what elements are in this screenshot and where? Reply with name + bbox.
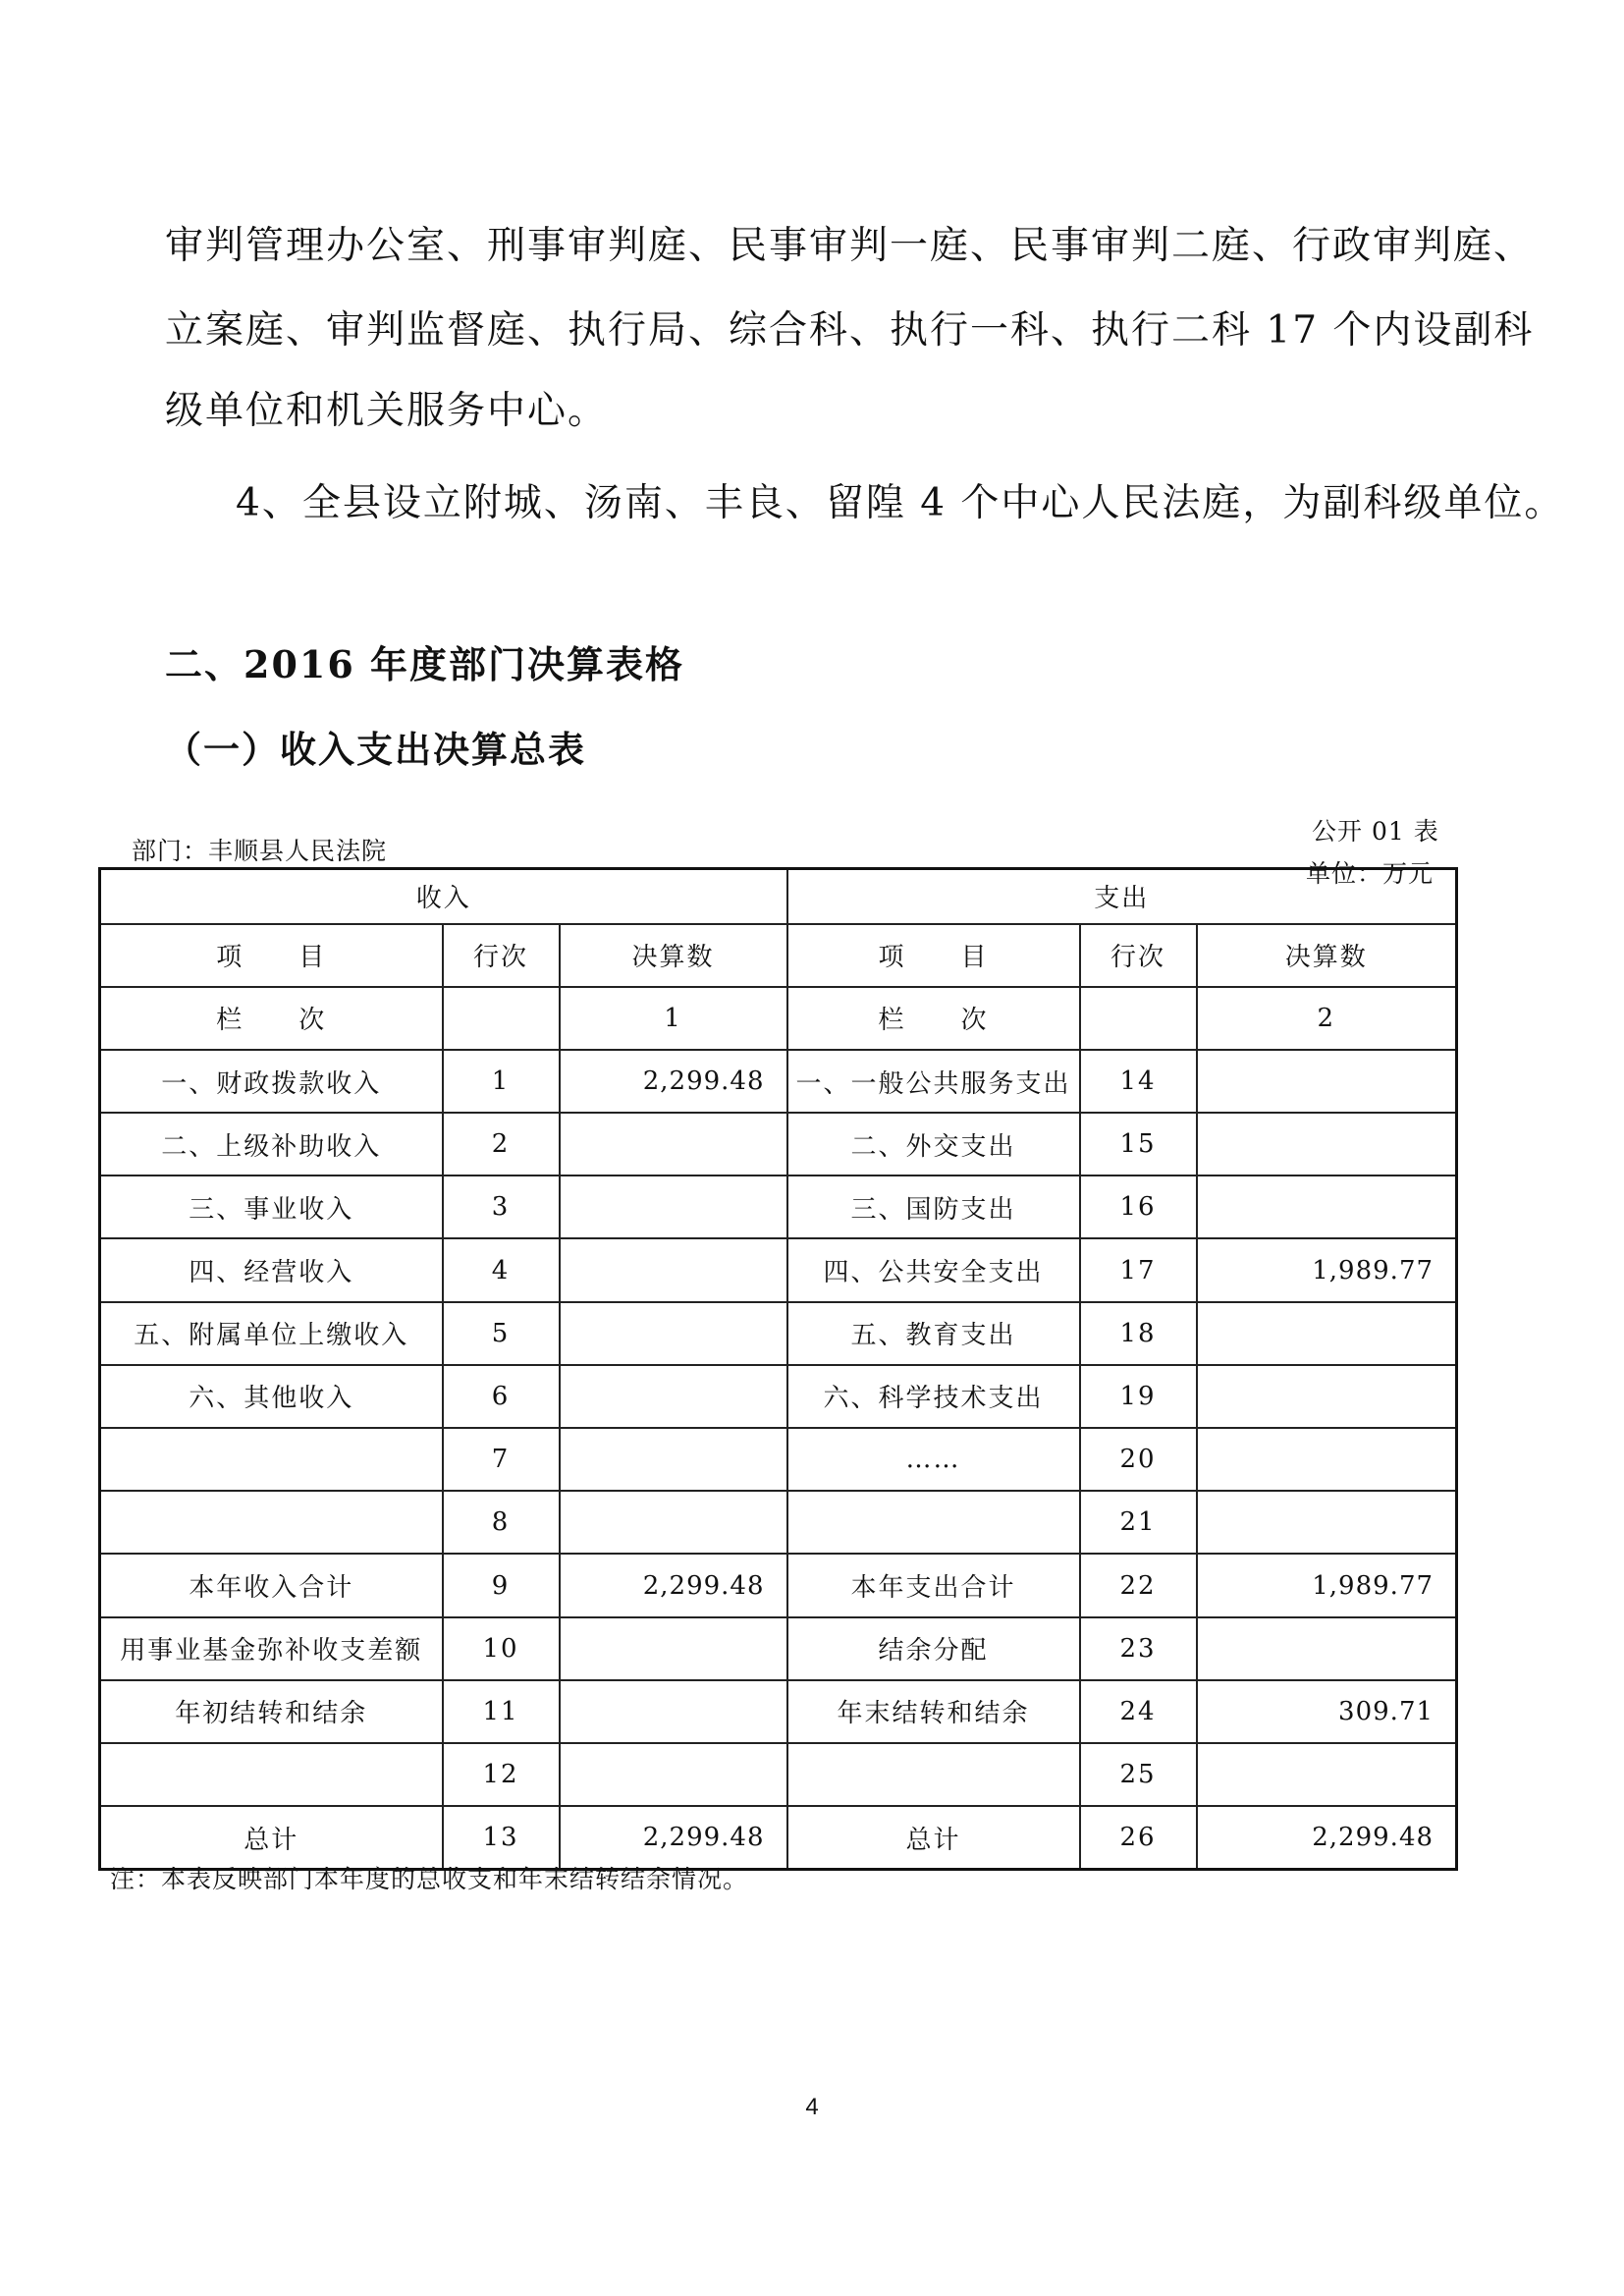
income-header: 收入 (100, 869, 787, 924)
expense-item-cell: 三、国防支出 (787, 1175, 1080, 1238)
expense-row-number-cell: 16 (1080, 1175, 1197, 1238)
income-amount-cell (560, 1491, 787, 1554)
income-row-number-cell: 8 (443, 1491, 560, 1554)
income-amount-cell: 2,299.48 (560, 1050, 787, 1113)
page-number: 4 (805, 2094, 819, 2120)
table-column-header-row (100, 924, 1457, 987)
expense-amount-cell: 1,989.77 (1197, 1238, 1457, 1301)
income-row-number-cell: 2 (443, 1113, 560, 1175)
expense-item-cell: 六、科学技术支出 (787, 1365, 1080, 1428)
expense-amount-cell (1197, 1491, 1457, 1554)
income-item-cell: 一、财政拨款收入 (100, 1050, 443, 1113)
income-item-cell: 本年收入合计 (100, 1554, 443, 1616)
table-row (100, 1617, 1457, 1680)
expense-row-number-cell: 24 (1080, 1680, 1197, 1743)
income-lanci-empty (443, 987, 560, 1050)
paragraph-line-4: 4、全县设立附城、汤南、丰良、留隍 4 个中心人民法庭，为副科级单位。 (236, 481, 1565, 525)
income-amount-cell (560, 1617, 787, 1680)
income-item-cell: 六、其他收入 (100, 1365, 443, 1428)
expense-row-number-cell: 22 (1080, 1554, 1197, 1616)
income-amount-cell (560, 1743, 787, 1806)
expense-amount-cell (1197, 1302, 1457, 1365)
expense-item-cell: …… (787, 1428, 1080, 1491)
income-row-number-cell: 9 (443, 1554, 560, 1616)
paragraph-line-3: 级单位和机关服务中心。 (165, 389, 609, 433)
table-row (100, 1238, 1457, 1301)
income-amount-cell (560, 1113, 787, 1175)
income-amount-cell (560, 1302, 787, 1365)
income-item-cell: 年初结转和结余 (100, 1680, 443, 1743)
expense-item-cell: 四、公共安全支出 (787, 1238, 1080, 1301)
expense-amount-header: 决算数 (1197, 924, 1457, 987)
income-item-cell (100, 1743, 443, 1806)
income-item-cell: 二、上级补助收入 (100, 1113, 443, 1175)
expense-row-number-cell: 19 (1080, 1365, 1197, 1428)
expense-amount-cell (1197, 1428, 1457, 1491)
income-amount-cell (560, 1175, 787, 1238)
expense-row-number-cell: 20 (1080, 1428, 1197, 1491)
income-row-number-cell: 4 (443, 1238, 560, 1301)
income-amount-cell: 2,299.48 (560, 1806, 787, 1869)
expense-amount-cell: 309.71 (1197, 1680, 1457, 1743)
table-row (100, 1175, 1457, 1238)
expense-item-cell (787, 1491, 1080, 1554)
table-group-header-row (100, 869, 1457, 924)
expense-item-cell: 年末结转和结余 (787, 1680, 1080, 1743)
table-row (100, 1491, 1457, 1554)
expense-lanci-empty (1080, 987, 1197, 1050)
subsection-title: （一）收入支出决算总表 (165, 728, 586, 771)
income-amount-cell (560, 1238, 787, 1301)
expense-amount-cell (1197, 1113, 1457, 1175)
unit-label: 单位：万元 (1306, 859, 1435, 888)
expense-item-header: 项 目 (787, 924, 1080, 987)
income-row-number-cell: 5 (443, 1302, 560, 1365)
expense-amount-cell (1197, 1365, 1457, 1428)
income-row-number-cell: 7 (443, 1428, 560, 1491)
income-amount-header: 决算数 (560, 924, 787, 987)
expense-item-cell: 本年支出合计 (787, 1554, 1080, 1616)
income-row-number-cell: 3 (443, 1175, 560, 1238)
expense-amount-cell (1197, 1617, 1457, 1680)
income-item-cell: 总计 (100, 1806, 443, 1869)
income-amount-cell (560, 1365, 787, 1428)
expense-row-number-cell: 15 (1080, 1113, 1197, 1175)
table-row (100, 1428, 1457, 1491)
expense-lanci-label: 栏 次 (787, 987, 1080, 1050)
paragraph-line-1: 审判管理办公室、刑事审判庭、民事审判一庭、民事审判二庭、行政审判庭、 (165, 224, 1535, 268)
expense-row-header: 行次 (1080, 924, 1197, 987)
income-row-number-cell: 10 (443, 1617, 560, 1680)
table-lanci-row (100, 987, 1457, 1050)
income-lanci-label: 栏 次 (100, 987, 443, 1050)
expense-amount-cell (1197, 1175, 1457, 1238)
expense-row-number-cell: 23 (1080, 1617, 1197, 1680)
income-item-cell (100, 1428, 443, 1491)
form-number: 公开 01 表 (1312, 817, 1439, 846)
income-amount-cell (560, 1428, 787, 1491)
income-row-number-cell: 6 (443, 1365, 560, 1428)
table-row (100, 1365, 1457, 1428)
income-amount-cell (560, 1680, 787, 1743)
department-label: 部门：丰顺县人民法院 (132, 837, 388, 865)
table-row (100, 1554, 1457, 1616)
expense-row-number-cell: 14 (1080, 1050, 1197, 1113)
expense-amount-cell (1197, 1743, 1457, 1806)
expense-item-cell: 五、教育支出 (787, 1302, 1080, 1365)
table-row (100, 1680, 1457, 1743)
income-item-cell: 五、附属单位上缴收入 (100, 1302, 443, 1365)
paragraph-line-2: 立案庭、审判监督庭、执行局、综合科、执行一科、执行二科 17 个内设副科 (165, 308, 1535, 353)
income-row-header: 行次 (443, 924, 560, 987)
expense-item-cell: 总计 (787, 1806, 1080, 1869)
income-amount-cell: 2,299.48 (560, 1554, 787, 1616)
expense-row-number-cell: 21 (1080, 1491, 1197, 1554)
expense-amount-cell: 2,299.48 (1197, 1806, 1457, 1869)
income-row-number-cell: 13 (443, 1806, 560, 1869)
expense-amount-cell (1197, 1050, 1457, 1113)
table-row (100, 1050, 1457, 1113)
section-title: 二、2016 年度部门决算表格 (165, 642, 684, 686)
expense-row-number-cell: 25 (1080, 1743, 1197, 1806)
table-row (100, 1113, 1457, 1175)
expense-item-cell: 一、一般公共服务支出 (787, 1050, 1080, 1113)
income-item-cell: 三、事业收入 (100, 1175, 443, 1238)
table-row (100, 1743, 1457, 1806)
income-row-number-cell: 1 (443, 1050, 560, 1113)
income-column-number: 1 (560, 987, 787, 1050)
income-row-number-cell: 12 (443, 1743, 560, 1806)
expense-item-cell: 二、外交支出 (787, 1113, 1080, 1175)
expense-row-number-cell: 18 (1080, 1302, 1197, 1365)
expense-row-number-cell: 17 (1080, 1238, 1197, 1301)
income-item-cell: 四、经营收入 (100, 1238, 443, 1301)
expense-column-number: 2 (1197, 987, 1457, 1050)
income-item-cell (100, 1491, 443, 1554)
income-expense-table (98, 867, 1458, 1871)
income-row-number-cell: 11 (443, 1680, 560, 1743)
expense-item-cell: 结余分配 (787, 1617, 1080, 1680)
income-item-header: 项 目 (100, 924, 443, 987)
expense-item-cell (787, 1743, 1080, 1806)
income-item-cell: 用事业基金弥补收支差额 (100, 1617, 443, 1680)
expense-amount-cell: 1,989.77 (1197, 1554, 1457, 1616)
table-note: 注：本表反映部门本年度的总收支和年末结转结余情况。 (110, 1865, 749, 1893)
expense-header: 支出 (787, 869, 1457, 924)
table-row (100, 1302, 1457, 1365)
expense-row-number-cell: 26 (1080, 1806, 1197, 1869)
